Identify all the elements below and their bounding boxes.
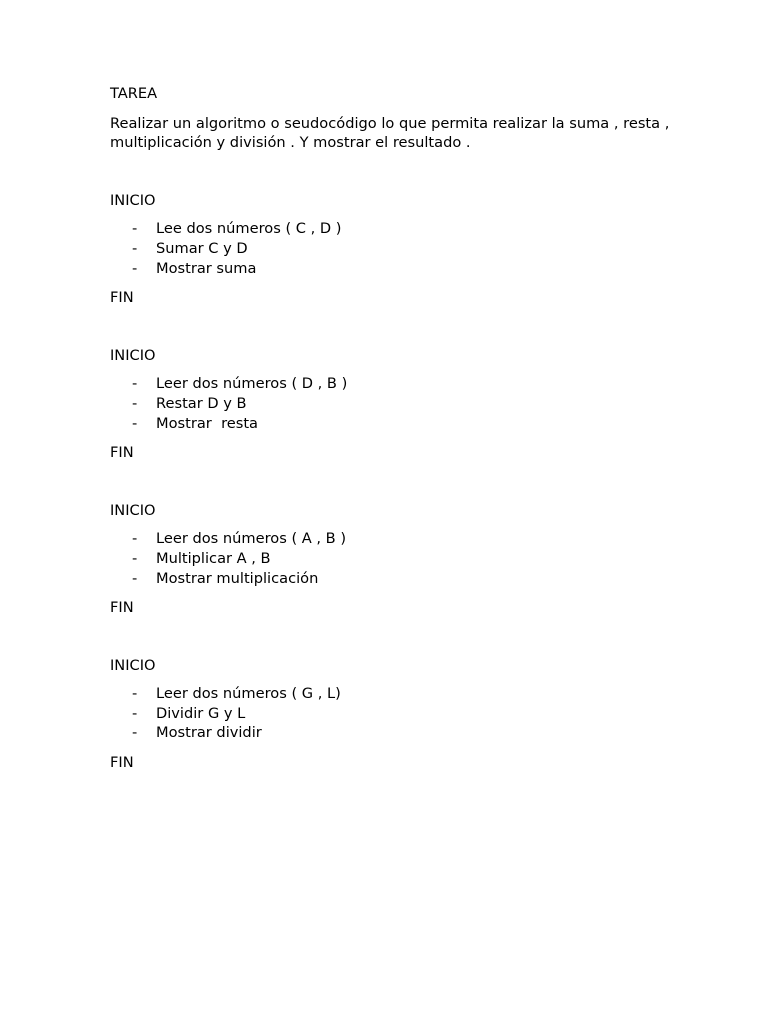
dash-bullet: - [132,704,138,722]
start-label: INICIO [110,656,156,674]
dash-bullet: - [132,220,138,238]
step-text: Restar D y B [156,394,247,412]
step-item [110,239,670,259]
step-list [110,684,670,743]
step-item [110,414,670,434]
algorithm-division [110,656,670,773]
step-item [110,259,670,279]
dash-bullet: - [132,569,138,587]
task-description: Realizar un algoritmo o seudocódigo lo que permita realizar la suma , resta , multiplicación y división . Y mostrar el resultado . [110,114,670,152]
end-label: FIN [110,444,134,462]
step-text: Leer dos números ( A , B ) [156,530,347,548]
step-item [110,684,670,704]
step-item [110,704,670,724]
dash-bullet: - [132,259,138,277]
step-text: Lee dos números ( C , D ) [156,220,342,238]
step-text: Sumar C y D [156,239,248,257]
step-item [110,569,670,589]
end-label: FIN [110,289,134,307]
dash-bullet: - [132,530,138,548]
step-text: Mostrar dividir [156,724,262,742]
document-page [110,84,670,773]
dash-bullet: - [132,685,138,703]
step-list [110,374,670,433]
algorithm-multiplication [110,501,670,618]
start-label: INICIO [110,346,156,364]
end-label: FIN [110,599,134,617]
dash-bullet: - [132,414,138,432]
start-label: INICIO [110,501,156,519]
start-label: INICIO [110,191,156,209]
algorithm-sum [110,191,670,308]
dash-bullet: - [132,549,138,567]
step-item [110,529,670,549]
step-text: Leer dos números ( D , B ) [156,375,348,393]
dash-bullet: - [132,724,138,742]
step-list [110,219,670,278]
algorithm-subtraction [110,346,670,463]
step-item [110,723,670,743]
step-item [110,219,670,239]
step-text: Dividir G y L [156,704,246,722]
dash-bullet: - [132,394,138,412]
step-item [110,374,670,394]
step-text: Mostrar resta [156,414,258,432]
dash-bullet: - [132,239,138,257]
step-item [110,549,670,569]
step-text: Leer dos números ( G , L) [156,685,341,703]
step-list [110,529,670,588]
step-text: Multiplicar A , B [156,549,271,567]
document-title: TAREA [110,85,158,102]
step-text: Mostrar multiplicación [156,569,319,587]
end-label: FIN [110,754,134,772]
dash-bullet: - [132,375,138,393]
step-item [110,394,670,414]
step-text: Mostrar suma [156,259,257,277]
